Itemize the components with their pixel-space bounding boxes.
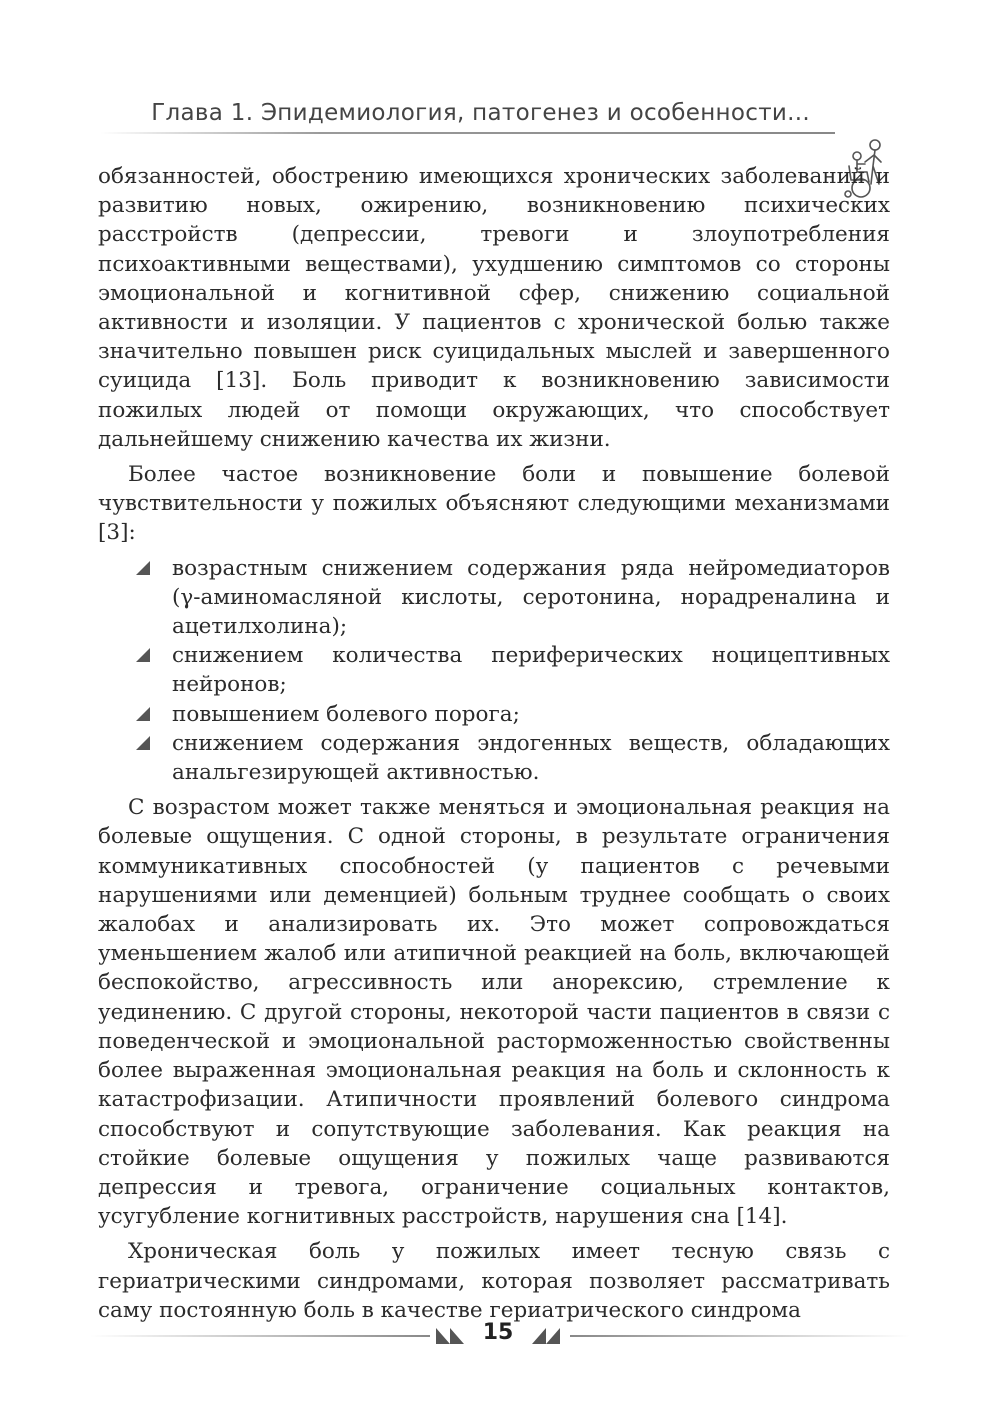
list-item [98,700,890,729]
footer-divider-left [90,1335,430,1337]
triangle-bullet-icon [136,736,150,750]
page-body [98,162,890,1331]
list-item [98,729,890,787]
list-item-text: снижением количества периферических ноцицептивных нейронов; [172,643,890,698]
paragraph: обязанностей, обострению имеющихся хронических заболеваний и развитию новых, ожирению, возникновению психических расстройств (депрессии, тревоги и злоупотребления психоактивными веществами), ухудшению симптомов со стороны эмоциональной и когнитивной сфер, снижению социальной активности и изоляции. У пациентов с хронической болью также значительно повышен риск суицидальных мыслей и завершенного суицида [13]. Боль приводит к возникновению зависимости пожилых людей от помощи окружающих, что способствует дальнейшему снижению качества их жизни. [98,164,890,452]
triangle-bullet-icon [136,648,150,662]
triangle-ornament-left-icon [434,1326,470,1346]
page-header [0,64,1000,144]
list-item [98,554,890,642]
paragraph: Хроническая боль у пожилых имеет тесную связь с гериатрическими синдромами, которая позволяет рассматривать саму постоянную боль в качестве гериатрического синдрома [98,1239,890,1323]
paragraph: Более частое возникновение боли и повышение болевой чувствительности у пожилых объясняют следующими механизмами [3]: [98,462,890,546]
list-item-text: снижением содержания эндогенных веществ, обладающих анальгезирующей активностью. [172,730,890,786]
triangle-bullet-icon [136,561,150,575]
list-item-text: повышением болевого порога; [172,701,520,727]
page-number: 15 [482,1320,514,1345]
paragraph: С возрастом может также меняться и эмоциональная реакция на болевые ощущения. С одной стороны, в результате ограничения коммуникативных способностей (у пациентов с речевыми нарушениями или деменцией) больным труднее сообщать о своих жалобах и анализировать их. Это может сопровождаться уменьшением жалоб или атипичной реакцией на боль, включающей беспокойство, агрессивность или анорексию, стремление к уединению. С другой стороны, некоторой части пациентов в связи с поведенческой и эмоциональной расторможенностью свойственны более выраженная эмоциональная реакция на боль и склонность к катастрофизации. Атипичности проявлений болевого синдрома способствуют и сопутствующие заболевания. Как реакция на стойкие болевые ощущения у пожилых чаще развиваются депрессия и тревога, ограничение социальных контактов, усугубление когнитивных расстройств, нарушения сна [14]. [98,795,890,1230]
mechanisms-list [98,554,890,788]
triangle-ornament-right-icon [526,1326,562,1346]
running-title: Глава 1. Эпидемиология, патогенез и особенности... [151,100,810,126]
footer-divider-right [570,1335,910,1337]
header-divider [100,132,835,134]
list-item [98,641,890,699]
triangle-bullet-icon [136,707,150,721]
page-footer [0,1318,1000,1354]
list-item-text: возрастным снижением содержания ряда нейромедиаторов (γ-аминомасляной кислоты, серотонина, норадреналина и ацетилхолина); [172,555,890,640]
